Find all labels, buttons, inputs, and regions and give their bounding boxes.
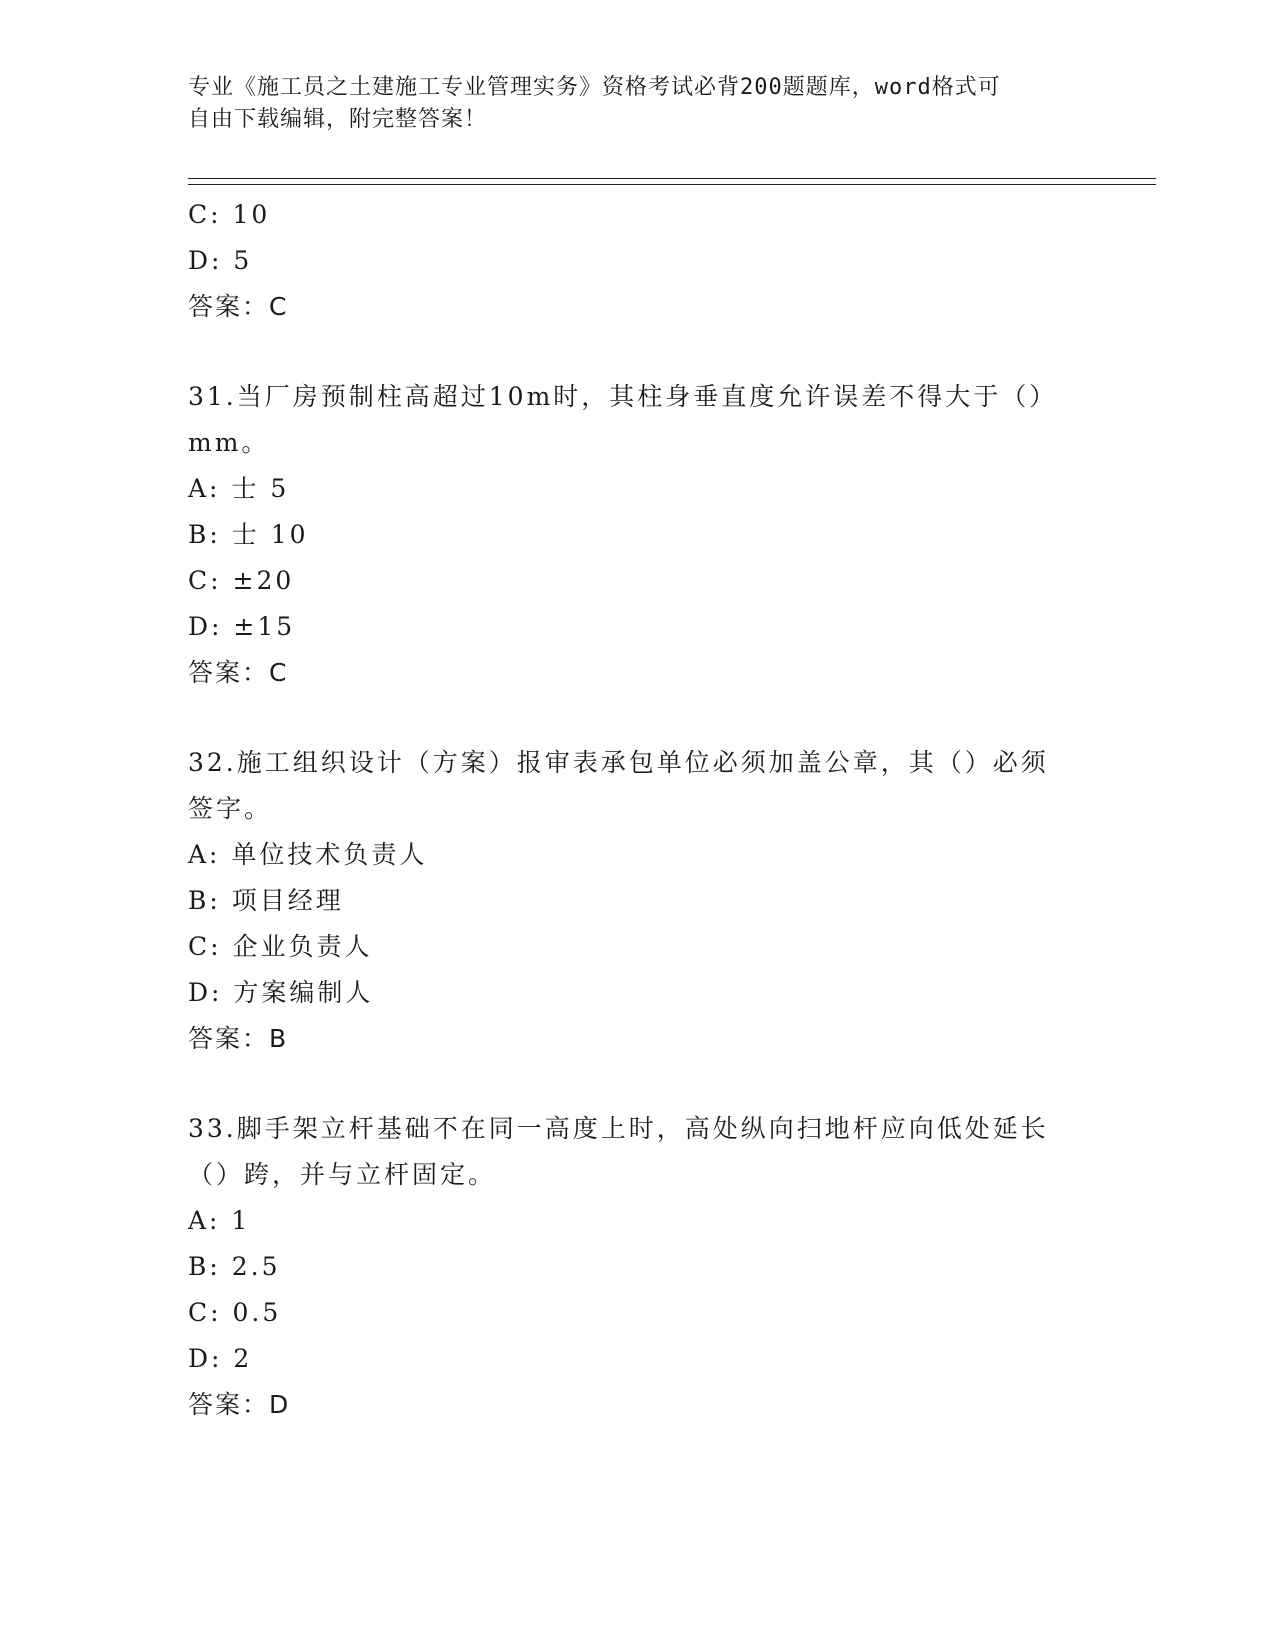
answer-line: 答案：C [188, 658, 289, 687]
option-b: B: 士 10 [188, 520, 309, 549]
question-33 [188, 1106, 1088, 1428]
header-line-2: 自由下载编辑，附完整答案！ [188, 107, 488, 132]
question-text-line: 31.当厂房预制柱高超过10m时，其柱身垂直度允许误差不得大于（） [188, 382, 1058, 411]
answer-line: 答案：B [188, 1024, 289, 1053]
answer-line: 答案：D [188, 1390, 291, 1419]
option-b: B: 2.5 [188, 1252, 281, 1281]
option-d: D: 5 [188, 246, 253, 275]
option-c: C: 企业负责人 [188, 932, 373, 961]
question-text-line: mm。 [188, 428, 270, 457]
option-c: C: ±20 [188, 566, 295, 595]
option-d: D: 方案编制人 [188, 978, 374, 1007]
option-c: C: 10 [188, 200, 271, 229]
question-32 [188, 740, 1088, 1062]
question-content [188, 192, 1088, 1428]
option-d: D: ±15 [188, 612, 296, 641]
header-divider [188, 178, 1156, 185]
option-a: A: 士 5 [188, 474, 290, 503]
option-d: D: 2 [188, 1344, 253, 1373]
option-a: A: 单位技术负责人 [188, 840, 428, 869]
question-text-line: 32.施工组织设计（方案）报审表承包单位必须加盖公章，其（）必须 [188, 748, 1049, 777]
carryover-block [188, 192, 1088, 330]
question-text-line: 签字。 [188, 794, 273, 823]
answer-line: 答案：C [188, 292, 289, 321]
header-line-1: 专业《施工员之土建施工专业管理实务》资格考试必背200题题库，word格式可 [188, 75, 1001, 100]
option-c: C: 0.5 [188, 1298, 282, 1327]
question-text-line: 33.脚手架立杆基础不在同一高度上时，高处纵向扫地杆应向低处延长 [188, 1114, 1049, 1143]
question-text-line: （）跨，并与立杆固定。 [188, 1160, 497, 1189]
page-header [188, 72, 1068, 136]
option-a: A: 1 [188, 1206, 251, 1235]
option-b: B: 项目经理 [188, 886, 344, 915]
question-31 [188, 374, 1088, 696]
